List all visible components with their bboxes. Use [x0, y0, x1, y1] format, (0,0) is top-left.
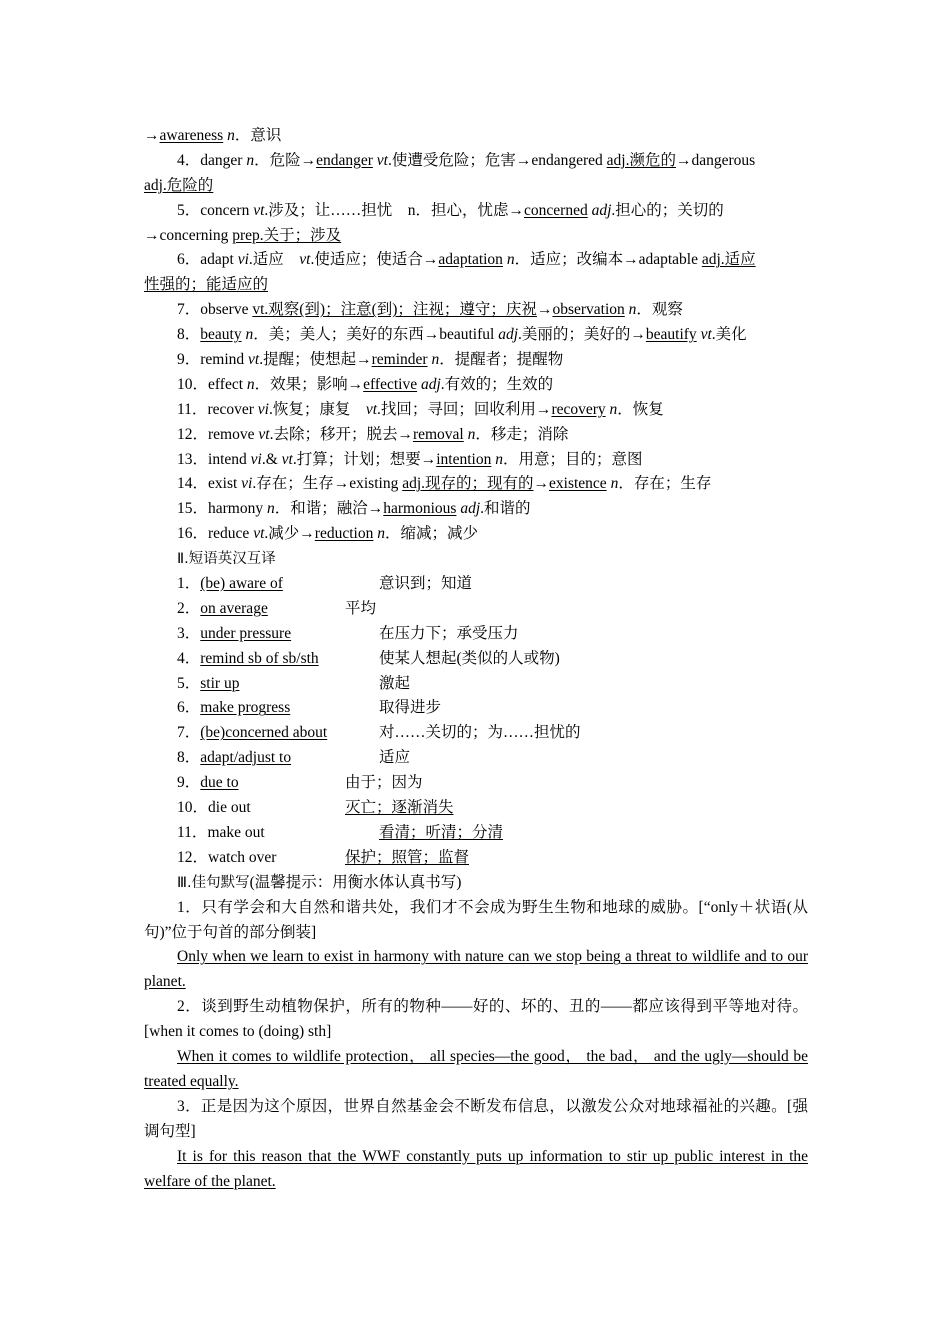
item-number: 6．: [177, 699, 201, 717]
item-number: 16．: [177, 525, 209, 543]
phrase-english: stir up: [200, 674, 240, 692]
pos-label: vt: [700, 326, 712, 344]
sentence-prompt: 3．正是因为这个原因，世界自然基金会不断发布信息，以激发公众对地球福祉的兴趣。[强调句型]: [144, 1097, 808, 1140]
pos-label: n: [506, 251, 515, 269]
meaning-text: ．适应；改编本→adaptable: [514, 251, 702, 269]
pos-label: n: [628, 301, 637, 319]
phrase-row: [144, 821, 808, 846]
section-note: (温馨提示：用衡水体认真书写): [249, 873, 462, 891]
vocab-item-exist: [144, 472, 808, 497]
pos-label: n: [246, 375, 255, 393]
phrase-en-cell: [177, 746, 379, 771]
answer-existence: existence: [549, 475, 607, 493]
phrase-en-cell: [177, 696, 379, 721]
sentence-prompt: 1．只有学会和大自然和谐共处，我们才不会成为野生生物和地球的威胁。[“only＋状语(从句)”位于句首的部分倒装]: [144, 898, 808, 941]
meaning-text: →dangerous: [675, 151, 756, 169]
pos-label: adj: [591, 201, 612, 219]
pos-label: n: [467, 425, 476, 443]
meaning-text: .提醒；使想起→: [259, 351, 372, 369]
base-word: danger: [200, 151, 243, 169]
meaning-text: ．移走；消除: [475, 425, 569, 443]
pos-label: n: [227, 127, 235, 144]
phrase-en-cell: [177, 846, 345, 871]
phrase-row: [144, 647, 808, 672]
meaning-text: .美丽的；美好的→: [518, 326, 646, 344]
phrase-en-cell: [177, 821, 379, 846]
phrase-row: [144, 721, 808, 746]
pos-label: n: [609, 400, 618, 418]
pos-label: adj: [460, 500, 481, 518]
sentence-prompt: 2．谈到野生动植物保护，所有的物种——好的、坏的、丑的——都应该得到平等地对待。[when it comes to (doing) sth]: [144, 998, 808, 1041]
meaning-text: ．存在；生存: [618, 475, 712, 493]
base-word: observe: [200, 301, 249, 319]
vocab-item-effect: [144, 373, 808, 398]
phrase-chinese: 平均: [345, 599, 377, 617]
answer-reduction: reduction: [314, 525, 374, 543]
pos-label: vi: [257, 400, 269, 418]
answer-sentence: It is for this reason that the WWF constantly puts up information to stir up public interest in the welfare of the planet.: [144, 1147, 808, 1190]
meaning-text: .去除；移开；脱去→: [269, 425, 413, 443]
pos-label: n: [495, 450, 503, 468]
meaning-text: .找回；寻回；回收利用→: [377, 400, 552, 418]
item-number: 3．: [177, 624, 201, 642]
phrase-english: under pressure: [200, 624, 292, 642]
meaning-text: ．观察: [636, 301, 683, 319]
item-number: 12．: [177, 848, 209, 866]
meaning-text: .担心的；关切的: [611, 201, 724, 219]
vocab-item-reduce: [144, 522, 808, 547]
item-number: 5．: [177, 674, 201, 692]
pos-label: vt: [248, 351, 260, 369]
item-number: 2．: [177, 599, 201, 617]
phrase-en-cell: [177, 572, 379, 597]
phrase-en-cell: [177, 597, 345, 622]
meaning-text: .和谐的: [480, 500, 531, 518]
answer-beauty: beauty: [200, 326, 242, 344]
item-number: 5．: [177, 201, 201, 219]
answer-awareness: awareness: [159, 127, 224, 144]
answer-adj-adaptable: adj.适应: [701, 251, 756, 269]
phrase-english: on average: [200, 599, 268, 617]
meaning-text: →concerning: [144, 226, 233, 244]
meaning-text: ．用意；目的；意图: [502, 450, 643, 468]
arrow-text: →: [536, 301, 553, 319]
vocab-item-intend: [144, 448, 808, 473]
phrase-chinese: 由于；因为: [345, 774, 423, 792]
item-number: 15．: [177, 500, 209, 518]
phrase-english: (be)concerned about: [200, 724, 328, 742]
pos-label: n: [267, 500, 275, 518]
phrase-chinese: 在压力下；承受压力: [379, 624, 519, 642]
phrase-en-cell: [177, 672, 379, 697]
item-number: 4．: [177, 649, 201, 667]
item-number: 7．: [177, 724, 201, 742]
answer-vt-observe: vt.观察(到)；注意(到)；注视；遵守；庆祝: [252, 301, 537, 319]
answer-sentence: When it comes to wildlife protection， all species—the good， the bad， and the ugly—should be treated equally.: [144, 1048, 808, 1090]
phrase-english: (be) aware of: [200, 575, 283, 593]
vocab-item-adapt-cont: [144, 273, 808, 298]
meaning-text: .有效的；生效的: [440, 375, 554, 393]
pos-label: adj: [498, 326, 518, 344]
answer-sentence: Only when we learn to exist in harmony with nature can we stop being a threat to wildlife and to our planet.: [144, 948, 808, 991]
answer-concerned: concerned: [524, 201, 588, 219]
meaning-text: .存在；生存→existing: [252, 475, 403, 493]
pos-label: n: [245, 326, 254, 344]
meaning-text: .使适应；使适合→: [310, 251, 439, 269]
meaning-text: .&: [261, 450, 282, 468]
section-title: Ⅲ.佳句默写: [177, 874, 250, 891]
item-number: 9．: [177, 774, 201, 792]
answer-prep-concerning: prep.关于；涉及: [232, 226, 342, 244]
phrase-english: adapt/adjust to: [200, 749, 292, 767]
base-word: harmony: [208, 500, 264, 518]
vocab-item-concern-cont: [144, 224, 808, 249]
meaning-text: ．美；美人；美好的东西→beautiful: [253, 326, 499, 344]
phrase-chinese: 适应: [379, 749, 411, 767]
meaning-text: .减少→: [264, 525, 315, 543]
vocab-item-recover: [144, 398, 808, 423]
answer-recovery: recovery: [551, 400, 606, 418]
pos-label: n: [246, 151, 255, 169]
base-word: effect: [208, 375, 244, 393]
item-number: 9．: [177, 351, 201, 369]
phrase-row: [144, 746, 808, 771]
sentence-answer: [144, 945, 808, 995]
pos-label: vi: [250, 450, 262, 468]
arrow-text: →: [144, 127, 160, 144]
answer-phrase-chinese: 看清；听清；分清: [379, 823, 504, 841]
meaning-text: ．意识: [234, 127, 282, 144]
meaning-text: ．恢复: [617, 400, 664, 418]
item-number: 13．: [177, 450, 209, 468]
phrase-row: [144, 597, 808, 622]
vocab-item-harmony: [144, 497, 808, 522]
answer-intention: intention: [436, 450, 492, 468]
vocab-item-observe: [144, 298, 808, 323]
phrase-en-cell: [177, 647, 379, 672]
item-number: 14．: [177, 475, 209, 493]
meaning-text: ．缩减；减少: [384, 525, 478, 543]
phrase-row: [144, 696, 808, 721]
meaning-text: ．提醒者；提醒物: [439, 351, 564, 369]
item-number: 8．: [177, 749, 201, 767]
phrase-english: make progress: [200, 699, 291, 717]
answer-reminder: reminder: [371, 351, 428, 369]
phrase-row: [144, 622, 808, 647]
answer-effective: effective: [363, 375, 418, 393]
item-number: 12．: [177, 425, 209, 443]
answer-adaptation: adaptation: [438, 251, 503, 269]
meaning-text: .美化: [711, 326, 747, 344]
sentence-answer: [144, 1045, 808, 1095]
meaning-text: .打算；计划；想要→: [292, 450, 437, 468]
item-number: 11．: [177, 400, 208, 418]
meaning-text: .使遭受危险；危害→endangered: [387, 151, 607, 169]
meaning-text: .涉及；让……担忧 n．担心，忧虑→: [264, 201, 525, 219]
section-heading-phrases: Ⅱ.短语英汉互译: [177, 551, 276, 568]
sentence-answer: [144, 1145, 808, 1195]
pos-label: vi: [237, 251, 249, 269]
phrase-row: [144, 846, 808, 871]
item-number: 10．: [177, 799, 209, 817]
phrase-chinese: 激起: [379, 674, 411, 692]
pos-label: n: [431, 351, 440, 369]
meaning-text: ．效果；影响→: [254, 375, 364, 393]
phrase-chinese: 使某人想起(类似的人或物): [379, 649, 560, 667]
pos-label: n: [610, 475, 619, 493]
item-number: 6．: [177, 251, 201, 269]
phrase-chinese: 意识到；知道: [379, 575, 473, 593]
pos-label: vt: [365, 400, 378, 418]
phrase-row: [144, 672, 808, 697]
phrase-row: [144, 771, 808, 796]
arrow-text: →: [533, 475, 550, 493]
phrase-english: remind sb of sb/sth: [200, 649, 319, 667]
answer-phrase-chinese: 保护；照管；监督: [345, 848, 470, 866]
base-word: intend: [208, 450, 247, 468]
phrase-en-cell: [177, 622, 379, 647]
vocab-item-beauty: [144, 323, 808, 348]
answer-removal: removal: [412, 425, 464, 443]
pos-label: vt: [258, 425, 270, 443]
item-number: 11．: [177, 823, 208, 841]
phrase-english: watch over: [208, 848, 277, 866]
item-number: 10．: [177, 375, 209, 393]
phrase-en-cell: [177, 771, 345, 796]
base-word: reduce: [208, 525, 250, 543]
item-number: 1．: [177, 575, 201, 593]
answer-phrase-chinese: 灭亡；逐渐消失: [345, 799, 454, 817]
phrase-english: make out: [207, 823, 265, 841]
vocab-item-remind: [144, 348, 808, 373]
phrase-en-cell: [177, 796, 345, 821]
base-word: adapt: [200, 251, 234, 269]
phrase-row: [144, 572, 808, 597]
pos-label: vi: [241, 475, 253, 493]
base-word: recover: [207, 400, 254, 418]
base-word: remove: [208, 425, 255, 443]
document-content: [144, 124, 808, 1194]
vocab-item-concern: [144, 199, 808, 224]
phrase-chinese: 取得进步: [379, 699, 442, 717]
item-number: 7．: [177, 301, 201, 319]
section-heading-sentences: [144, 871, 808, 896]
vocab-item-danger-cont: [144, 174, 808, 199]
base-word: exist: [208, 475, 238, 493]
meaning-text: ．危险→: [254, 151, 317, 169]
vocab-item-danger: [144, 149, 808, 174]
vocab-line-awareness: [144, 124, 808, 149]
answer-observation: observation: [552, 301, 625, 319]
pos-label: vt: [376, 151, 388, 169]
meaning-text: ．和谐；融洽→: [274, 500, 384, 518]
base-word: concern: [200, 201, 250, 219]
answer-adj-existing: adj.现存的；现有的: [402, 475, 534, 493]
answer-harmonious: harmonious: [383, 500, 457, 518]
base-word: remind: [200, 351, 245, 369]
meaning-text: .恢复；康复: [268, 400, 366, 418]
pos-label: n: [377, 525, 385, 543]
item-number: 4．: [177, 151, 201, 169]
answer-endanger: endanger: [316, 151, 373, 169]
answer-adj-dangerous: adj.危险的: [144, 176, 214, 194]
phrase-row: [144, 796, 808, 821]
pos-label: vt: [253, 525, 265, 543]
phrase-english: due to: [200, 774, 239, 792]
vocab-item-remove: [144, 423, 808, 448]
phrase-chinese: 对……关切的；为……担忧的: [379, 724, 581, 742]
pos-label: vt: [253, 201, 265, 219]
vocab-item-adapt: [144, 248, 808, 273]
phrase-english: die out: [208, 799, 251, 817]
pos-label: vt: [281, 450, 293, 468]
answer-adj-adaptable-cont: 性强的；能适应的: [144, 276, 269, 294]
answer-adj-endangered: adj.濒危的: [606, 151, 676, 169]
answer-beautify: beautify: [645, 326, 697, 344]
item-number: 8．: [177, 326, 201, 344]
phrase-en-cell: [177, 721, 379, 746]
meaning-text: .适应: [248, 251, 300, 269]
pos-label: vt: [299, 251, 311, 269]
pos-label: adj: [420, 375, 441, 393]
